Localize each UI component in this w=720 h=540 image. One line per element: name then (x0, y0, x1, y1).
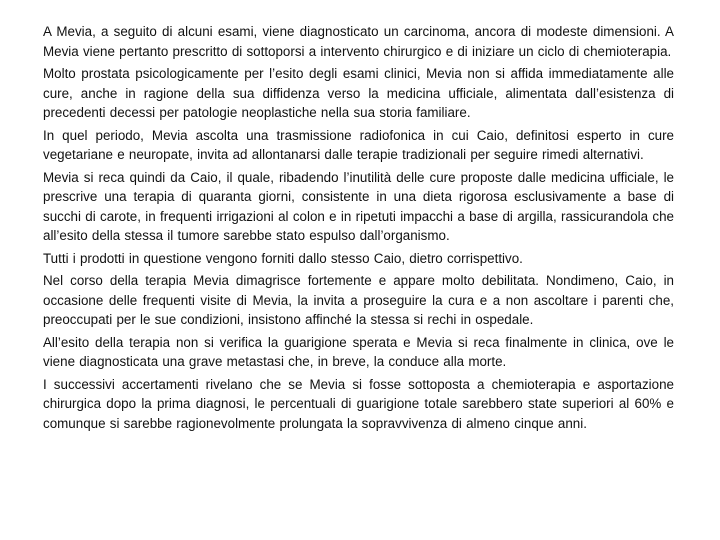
paragraph-4: Mevia si reca quindi da Caio, il quale, ribadendo l’inutilità delle cure proposte dalle medicina ufficiale, le prescrive una terapia di quaranta giorni, consistente in una dieta rigorosa esclusivamente a base di succhi di carote, in frequenti irrigazioni al colon e in ripetuti impacchi a base di argilla, rassicurandola che all’esito della stessa il tumore sarebbe stato espulso dall’organismo. (43, 169, 674, 243)
document-body (43, 22, 674, 436)
paragraph-3: In quel periodo, Mevia ascolta una trasmissione radiofonica in cui Caio, definitosi esperto in cure vegetariane e neuropate, invita ad allontanarsi dalle terapie tradizionali per seguire rimedi alternativi. (43, 127, 674, 162)
paragraph-8: I successivi accertamenti rivelano che se Mevia si fosse sottoposta a chemioterapia e asportazione chirurgica dopo la prima diagnosi, le percentuali di guarigione totale sarebbero state superiori al 60% e comunque si sarebbe ragionevolmente prolungata la sopravvivenza di almeno cinque anni. (43, 376, 674, 431)
paragraph-2: Molto prostata psicologicamente per l’esito degli esami clinici, Mevia non si affida immediatamente alle cure, anche in ragione della sua diffidenza verso la medicina ufficiale, alimentata dall’esistenza di precedenti decessi per patologie neoplastiche nella sua storia familiare. (43, 66, 674, 120)
paragraph-6: Nel corso della terapia Mevia dimagrisce fortemente e appare molto debilitata. Nondimeno, Caio, in occasione delle frequenti visite di Mevia, la invita a proseguire la cura e a non ascoltare i parenti che, preoccupati per le sue condizioni, insistono affinché la stessa si rechi in ospedale. (43, 273, 674, 327)
paragraph-1: A Mevia, a seguito di alcuni esami, viene diagnosticato un carcinoma, ancora di modeste dimensioni. A Mevia viene pertanto prescritto di sottoporsi a intervento chirurgico e di iniziare un ciclo di chemioterapia. (43, 24, 674, 59)
paragraph-5: Tutti i prodotti in questione vengono forniti dallo stesso Caio, dietro corrispettivo. (43, 250, 523, 266)
paragraph-7: All’esito della terapia non si verifica la guarigione sperata e Mevia si reca finalmente in clinica, ove le viene diagnosticata una grave metastasi che, in breve, la conduce alla morte. (43, 334, 674, 369)
